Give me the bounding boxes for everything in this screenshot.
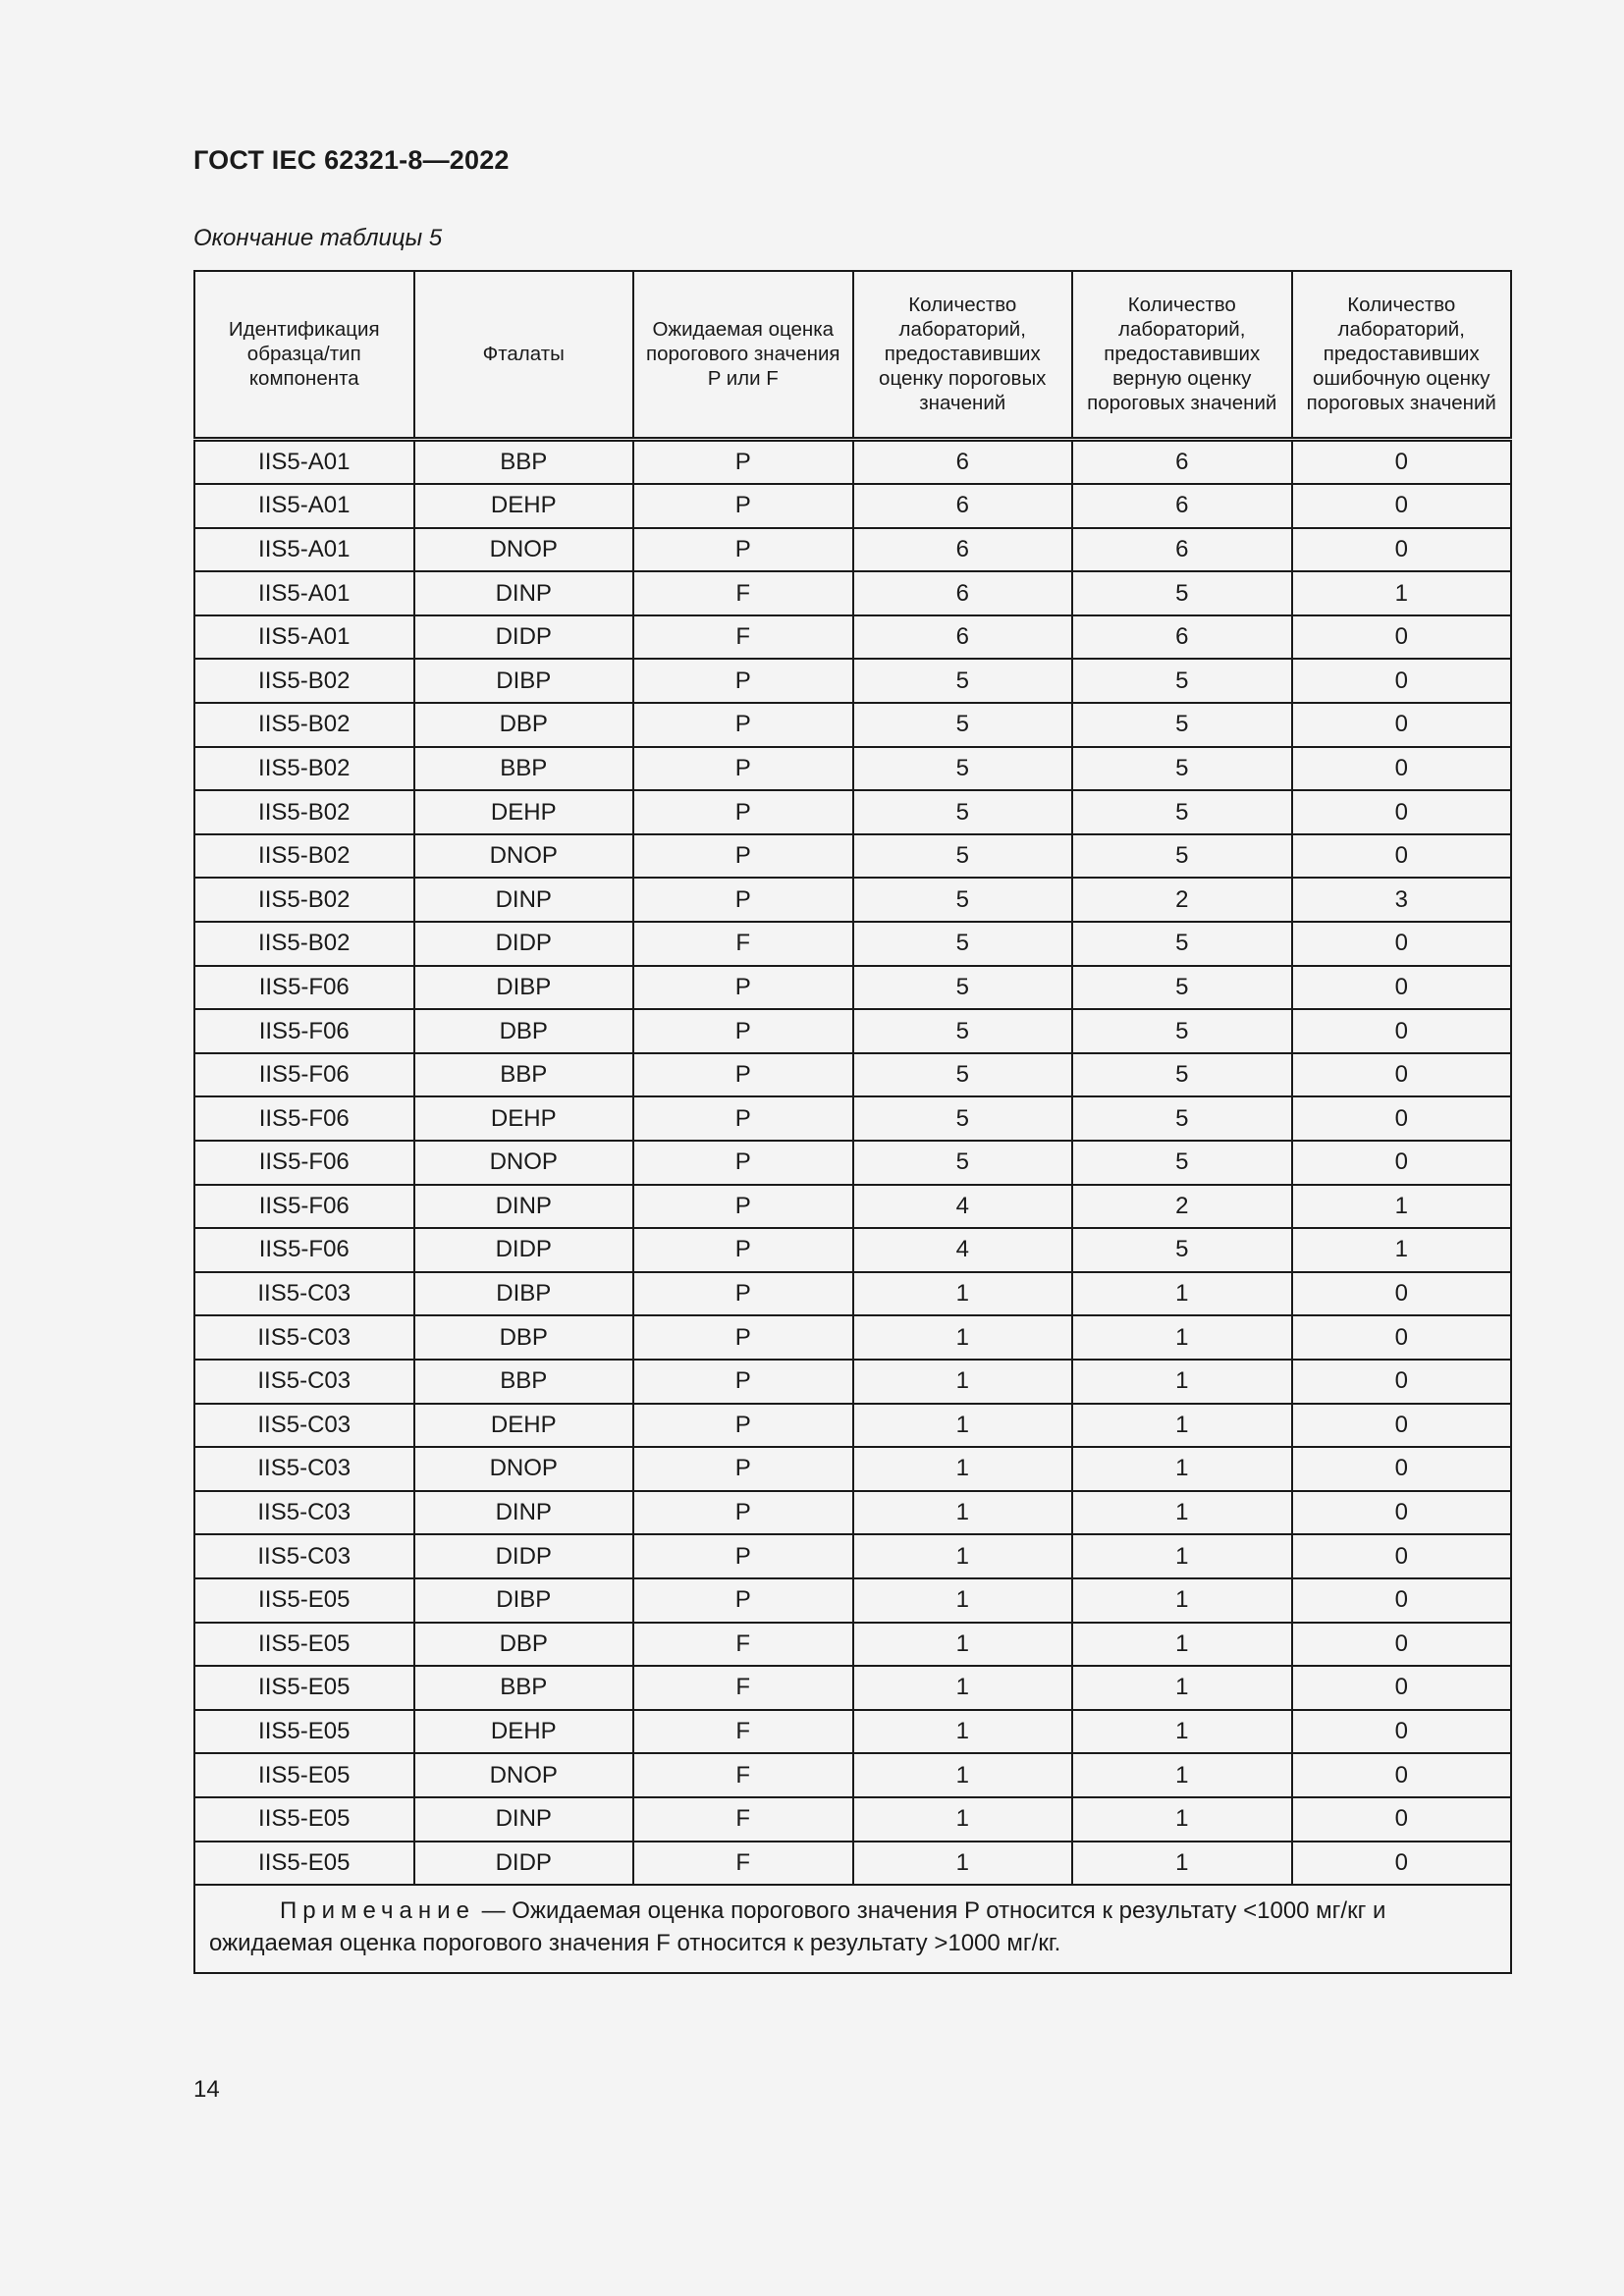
table-cell: 0 [1292,1360,1512,1404]
table-cell: P [633,528,853,572]
table-cell: 1 [1292,1185,1512,1229]
table-cell: DNOP [414,1447,634,1491]
table-cell: F [633,1842,853,1886]
table-cell: 5 [1072,922,1292,966]
table-cell: 0 [1292,1666,1512,1710]
table-cell: BBP [414,1666,634,1710]
table-cell: 5 [1072,1141,1292,1185]
table-cell: IIS5-C03 [194,1491,414,1535]
table-cell: 1 [853,1360,1073,1404]
table-cell: 5 [1072,1096,1292,1141]
table-cell: IIS5-E05 [194,1578,414,1623]
table-cell: 5 [853,922,1073,966]
table-cell: 6 [1072,528,1292,572]
table-cell: IIS5-C03 [194,1360,414,1404]
table-row [194,1228,1511,1272]
table-cell: DIDP [414,1534,634,1578]
table-cell: DEHP [414,484,634,528]
table-cell: 1 [1072,1404,1292,1448]
table-cell: 6 [853,528,1073,572]
table-cell: 5 [853,834,1073,879]
table-cell: 5 [853,659,1073,703]
table-cell: IIS5-C03 [194,1315,414,1360]
table-cell: IIS5-F06 [194,1141,414,1185]
table-cell: BBP [414,439,634,484]
table-cell: BBP [414,1053,634,1097]
table-cell: DNOP [414,834,634,879]
table-row [194,1710,1511,1754]
table-cell: P [633,1141,853,1185]
table-cell: 6 [853,484,1073,528]
table-cell: 5 [853,1053,1073,1097]
table-cell: P [633,790,853,834]
table-row [194,659,1511,703]
table-cell: IIS5-F06 [194,1009,414,1053]
table-cell: P [633,1404,853,1448]
table-row [194,966,1511,1010]
table-cell: 1 [1292,571,1512,615]
table-cell: 2 [1072,878,1292,922]
table-cell: 0 [1292,528,1512,572]
table-cell: 5 [853,1009,1073,1053]
table-cell: 5 [853,747,1073,791]
table-cell: 1 [1072,1534,1292,1578]
data-table [193,270,1512,1974]
table-cell: F [633,1666,853,1710]
table-cell: P [633,747,853,791]
table-cell: 0 [1292,1053,1512,1097]
table-cell: DBP [414,1315,634,1360]
table-cell: 5 [1072,659,1292,703]
table-cell: 1 [1072,1360,1292,1404]
table-cell: 5 [1072,703,1292,747]
table-cell: IIS5-A01 [194,528,414,572]
table-cell: 1 [853,1710,1073,1754]
table-row [194,1797,1511,1842]
table-cell: 1 [853,1491,1073,1535]
table-cell: 1 [1072,1797,1292,1842]
table-cell: IIS5-A01 [194,484,414,528]
column-header: Ожидаемая оценка порогового значения P или F [633,271,853,439]
table-cell: IIS5-E05 [194,1842,414,1886]
table-cell: 1 [853,1666,1073,1710]
table-cell: P [633,1447,853,1491]
table-cell: 0 [1292,1141,1512,1185]
table-cell: F [633,1797,853,1842]
table-cell: 1 [1072,1447,1292,1491]
table-cell: 6 [1072,484,1292,528]
table-cell: 5 [1072,1053,1292,1097]
table-row [194,1623,1511,1667]
table-row [194,615,1511,660]
table-cell: 6 [853,571,1073,615]
table-cell: 0 [1292,922,1512,966]
table-cell: 0 [1292,834,1512,879]
table-cell: 1 [1072,1578,1292,1623]
header-row [194,271,1511,439]
table-cell: P [633,834,853,879]
table-cell: 6 [1072,439,1292,484]
table-cell: IIS5-B02 [194,790,414,834]
table-row [194,439,1511,484]
table-cell: IIS5-F06 [194,1228,414,1272]
column-header: Количество лабораторий, предоставивших верную оценку пороговых значений [1072,271,1292,439]
table-cell: 6 [853,615,1073,660]
table-cell: DINP [414,878,634,922]
table-cell: 1 [1072,1491,1292,1535]
table-cell: 0 [1292,615,1512,660]
table-cell: DINP [414,1797,634,1842]
table-cell: 0 [1292,1534,1512,1578]
table-cell: DIDP [414,922,634,966]
table-cell: 0 [1292,966,1512,1010]
table-cell: F [633,1710,853,1754]
table-cell: DEHP [414,1096,634,1141]
table-cell: IIS5-E05 [194,1623,414,1667]
table-cell: DINP [414,571,634,615]
table-row [194,1096,1511,1141]
table-cell: P [633,1360,853,1404]
table-cell: DIBP [414,966,634,1010]
table-cell: F [633,571,853,615]
table-cell: DNOP [414,1753,634,1797]
table-cell: 1 [853,1315,1073,1360]
table-cell: 0 [1292,1315,1512,1360]
table-cell: 0 [1292,1447,1512,1491]
table-cell: DNOP [414,528,634,572]
table-cell: 5 [1072,747,1292,791]
table-cell: 0 [1292,439,1512,484]
table-cell: P [633,439,853,484]
table-cell: 1 [1072,1623,1292,1667]
table-cell: 0 [1292,747,1512,791]
table-cell: 1 [1072,1710,1292,1754]
table-cell: P [633,1009,853,1053]
table-cell: IIS5-C03 [194,1272,414,1316]
table-cell: IIS5-F06 [194,966,414,1010]
table-cell: P [633,1578,853,1623]
table-cell: BBP [414,1360,634,1404]
table-row [194,571,1511,615]
table-cell: P [633,878,853,922]
table-cell: 0 [1292,1404,1512,1448]
table-cell: IIS5-B02 [194,703,414,747]
table-row [194,747,1511,791]
table-cell: IIS5-B02 [194,747,414,791]
table-cell: 1 [853,1753,1073,1797]
table-cell: P [633,1315,853,1360]
table-row [194,1272,1511,1316]
table-cell: IIS5-B02 [194,878,414,922]
table-cell: 3 [1292,878,1512,922]
table-cell: 0 [1292,1710,1512,1754]
table-cell: F [633,1753,853,1797]
table-cell: DIBP [414,1578,634,1623]
table-cell: DEHP [414,1710,634,1754]
table-cell: 1 [1072,1666,1292,1710]
table-cell: IIS5-E05 [194,1797,414,1842]
table-cell: IIS5-E05 [194,1710,414,1754]
note-row [194,1885,1511,1973]
table-cell: IIS5-A01 [194,615,414,660]
table-cell: 5 [853,703,1073,747]
table-cell: P [633,1534,853,1578]
table-cell: P [633,1491,853,1535]
table-footer [194,1885,1511,1973]
table-cell: 1 [853,1842,1073,1886]
table-cell: 6 [1072,615,1292,660]
table-cell: 0 [1292,484,1512,528]
table-cell: 5 [853,966,1073,1010]
table-cell: 5 [1072,790,1292,834]
page-number: 14 [193,2076,220,2103]
table-row [194,1842,1511,1886]
column-header: Количество лабораторий, предоставивших ошибочную оценку пороговых значений [1292,271,1512,439]
table-row [194,1447,1511,1491]
table-row [194,1753,1511,1797]
column-header: Фталаты [414,271,634,439]
note-text: — Ожидаемая оценка порогового значения P относится к результату <1000 мг/кг и ожидаемая оценка порогового значения F относится к результату >1000 мг/кг. [209,1897,1386,1957]
table-cell: F [633,922,853,966]
table-cell: 0 [1292,1578,1512,1623]
table-row [194,1141,1511,1185]
table-cell: IIS5-E05 [194,1666,414,1710]
table-cell: DINP [414,1491,634,1535]
table-cell: 0 [1292,1797,1512,1842]
table-cell: 5 [853,878,1073,922]
table-note [194,1885,1511,1973]
table-cell: DIBP [414,1272,634,1316]
table-cell: P [633,659,853,703]
table-cell: 5 [1072,1009,1292,1053]
table-row [194,790,1511,834]
table-cell: IIS5-F06 [194,1053,414,1097]
table-cell: DBP [414,1623,634,1667]
column-header: Идентификация образца/тип компонента [194,271,414,439]
table-cell: 0 [1292,1491,1512,1535]
table-cell: 5 [853,1096,1073,1141]
table-row [194,1491,1511,1535]
table-cell: 0 [1292,1096,1512,1141]
table-cell: F [633,615,853,660]
table-cell: 1 [1292,1228,1512,1272]
table-row [194,1534,1511,1578]
table-cell: P [633,484,853,528]
table-cell: IIS5-C03 [194,1447,414,1491]
table-cell: DNOP [414,1141,634,1185]
table-row [194,1053,1511,1097]
table-row [194,1009,1511,1053]
table-cell: 5 [853,1141,1073,1185]
table-cell: 1 [853,1447,1073,1491]
table-cell: 5 [1072,1228,1292,1272]
table-cell: 1 [1072,1842,1292,1886]
table-row [194,484,1511,528]
table-cell: 5 [1072,834,1292,879]
table-cell: DIBP [414,659,634,703]
table-row [194,1666,1511,1710]
table-cell: 4 [853,1185,1073,1229]
table-cell: F [633,1623,853,1667]
table-cell: 1 [1072,1315,1292,1360]
table-cell: IIS5-F06 [194,1185,414,1229]
table-row [194,834,1511,879]
table-cell: 0 [1292,790,1512,834]
table-head [194,271,1511,439]
table-cell: P [633,1053,853,1097]
table-cell: IIS5-C03 [194,1534,414,1578]
table-row [194,1578,1511,1623]
table-cell: DEHP [414,1404,634,1448]
table-row [194,528,1511,572]
table-cell: IIS5-B02 [194,834,414,879]
table-body [194,439,1511,1885]
column-header: Количество лабораторий, предоставивших оценку пороговых значений [853,271,1073,439]
table-row [194,1404,1511,1448]
table-row [194,1315,1511,1360]
table-cell: 0 [1292,703,1512,747]
table-cell: P [633,703,853,747]
table-cell: IIS5-E05 [194,1753,414,1797]
table-cell: IIS5-B02 [194,922,414,966]
table-cell: IIS5-F06 [194,1096,414,1141]
table-cell: P [633,1185,853,1229]
table-row [194,922,1511,966]
table-cell: 0 [1292,1009,1512,1053]
table-cell: P [633,1228,853,1272]
table-cell: DBP [414,703,634,747]
table-cell: P [633,1272,853,1316]
table-caption: Окончание таблицы 5 [193,225,443,251]
table-cell: 1 [853,1578,1073,1623]
table-cell: 1 [853,1623,1073,1667]
document-header: ГОСТ IEC 62321-8—2022 [193,145,510,175]
table-cell: 0 [1292,1623,1512,1667]
table-row [194,878,1511,922]
table-cell: 4 [853,1228,1073,1272]
table-cell: 1 [853,1272,1073,1316]
table-cell: DEHP [414,790,634,834]
table-cell: 1 [1072,1753,1292,1797]
table-cell: DIDP [414,1228,634,1272]
table-cell: 0 [1292,1272,1512,1316]
table-cell: IIS5-A01 [194,571,414,615]
table-cell: 5 [853,790,1073,834]
table-cell: DINP [414,1185,634,1229]
note-label: Примечание [280,1897,475,1925]
table-cell: BBP [414,747,634,791]
table-cell: DIDP [414,615,634,660]
table-cell: IIS5-B02 [194,659,414,703]
table-cell: 1 [1072,1272,1292,1316]
table-cell: 1 [853,1534,1073,1578]
table-cell: 1 [853,1404,1073,1448]
table-cell: 5 [1072,571,1292,615]
table-cell: 0 [1292,659,1512,703]
table-cell: P [633,1096,853,1141]
table-cell: 1 [853,1797,1073,1842]
table-cell: 0 [1292,1842,1512,1886]
table-row [194,1360,1511,1404]
table-cell: 0 [1292,1753,1512,1797]
table-cell: P [633,966,853,1010]
table-row [194,1185,1511,1229]
table-cell: 6 [853,439,1073,484]
table-cell: 5 [1072,966,1292,1010]
table-cell: DIDP [414,1842,634,1886]
table-cell: IIS5-C03 [194,1404,414,1448]
table-cell: DBP [414,1009,634,1053]
table-row [194,703,1511,747]
table-cell: IIS5-A01 [194,439,414,484]
table-cell: 2 [1072,1185,1292,1229]
